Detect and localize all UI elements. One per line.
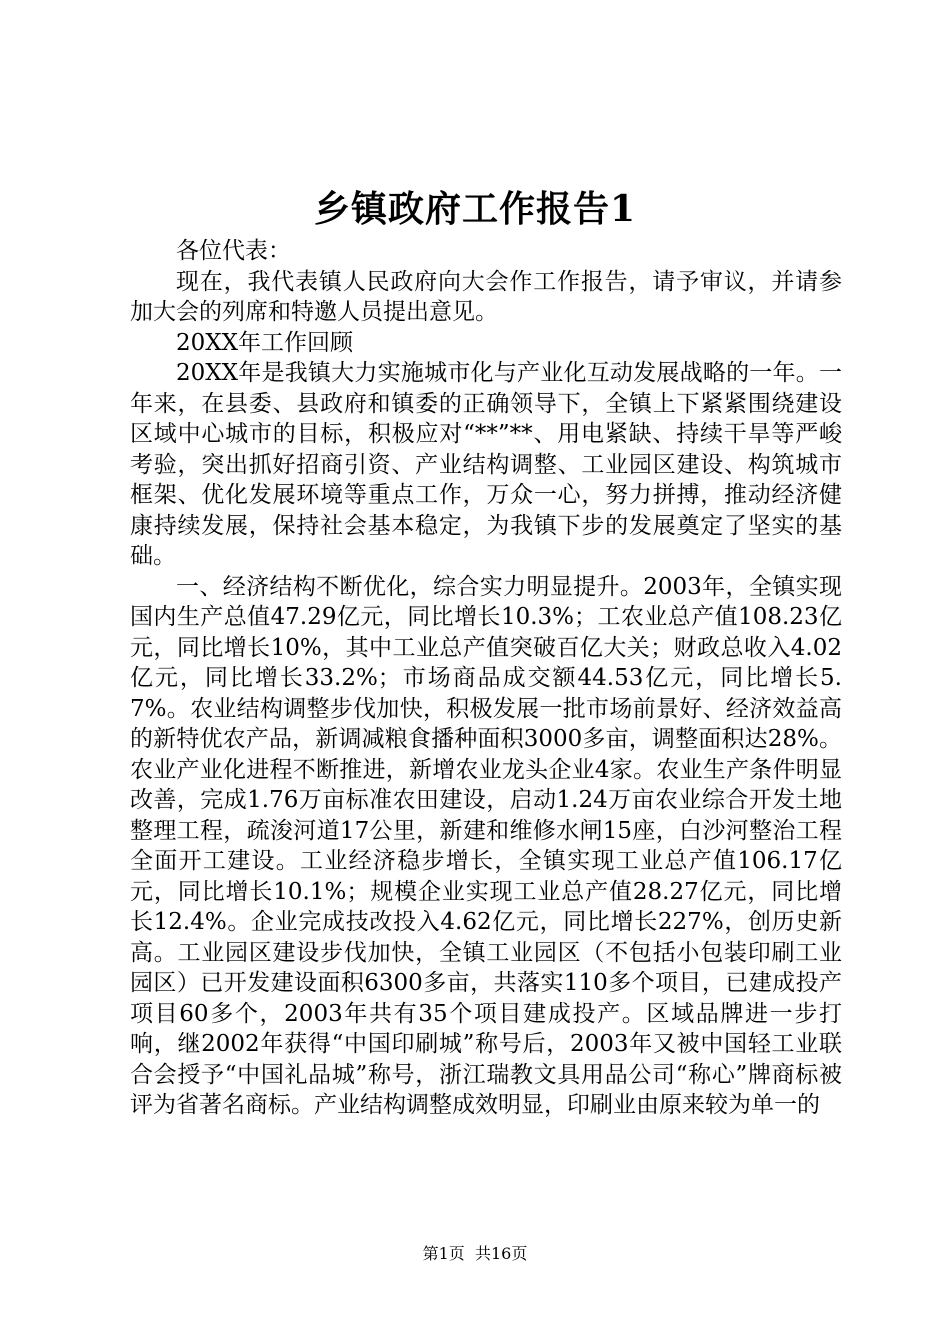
page-number: 第1页 [422,1244,465,1263]
page-total: 共16页 [474,1244,528,1263]
intro-paragraph: 现在，我代表镇人民政府向大会作工作报告，请予审议，并请参加大会的列席和特邀人员提出意见。 [130,268,842,325]
document-body [130,236,842,1121]
review-paragraph: 20XX年是我镇大力实施城市化与产业化互动发展战略的一年。一年来，在县委、县政府和镇委的正确领导下，全镇上下紧紧围绕建设区域中心城市的目标，积极应对“**”**、用电紧缺、持续干旱等严峻考验，突出抓好招商引资、产业结构调整、工业园区建设、构筑城市框架、优化发展环境等重点工作，万众一心，努力拼搏，推动经济健康持续发展，保持社会基本稳定，为我镇下步的发展奠定了坚实的基础。 [130,360,842,569]
section-heading: 20XX年工作回顾 [176,329,354,356]
page-footer [0,1243,950,1265]
greeting-paragraph: 各位代表： [176,238,291,264]
document-title: 乡镇政府工作报告1 [313,188,637,230]
economy-paragraph: 一、经济结构不断优化，综合实力明显提升。2003年，全镇实现国内生产总值47.29亿元，同比增长10.3%；工农业总产值108.23亿元，同比增长10%，其中工业总产值突破百亿大关；财政总收入4.02亿元，同比增长33.2%；市场商品成交额44.53亿元，同比增长5.7%。农业结构调整步伐加快，积极发展一批市场前景好、经济效益高的新特优农产品，新调减粮食播种面积3000多亩，调整面积达28%。农业产业化进程不断推进，新增农业龙头企业4家。农业生产条件明显改善，完成1.76万亩标准农田建设，启动1.24万亩农业综合开发土地整理工程，疏浚河道17公里，新建和维修水闸15座，白沙河整治工程全面开工建设。工业经济稳步增长，全镇实现工业总产值106.17亿元，同比增长10.1%；规模企业实现工业总产值28.27亿元，同比增长12.4%。企业完成技改投入4.62亿元，同比增长227%，创历史新高。工业园区建设步伐加快，全镇工业园区（不包括小包装印刷工业园区）已开发建设面积6300多亩，共落实110多个项目，已建成投产项目60多个，2003年共有35个项目建成投产。区域品牌进一步打响，继2002年获得“中国印刷城”称号后，2003年又被中国轻工业联合会授予“中国礼品城”称号，浙江瑞教文具用品公司“称心”牌商标被评为省著名商标。产业结构调整成效明显，印刷业由原来较为单一的 [130,573,842,1118]
